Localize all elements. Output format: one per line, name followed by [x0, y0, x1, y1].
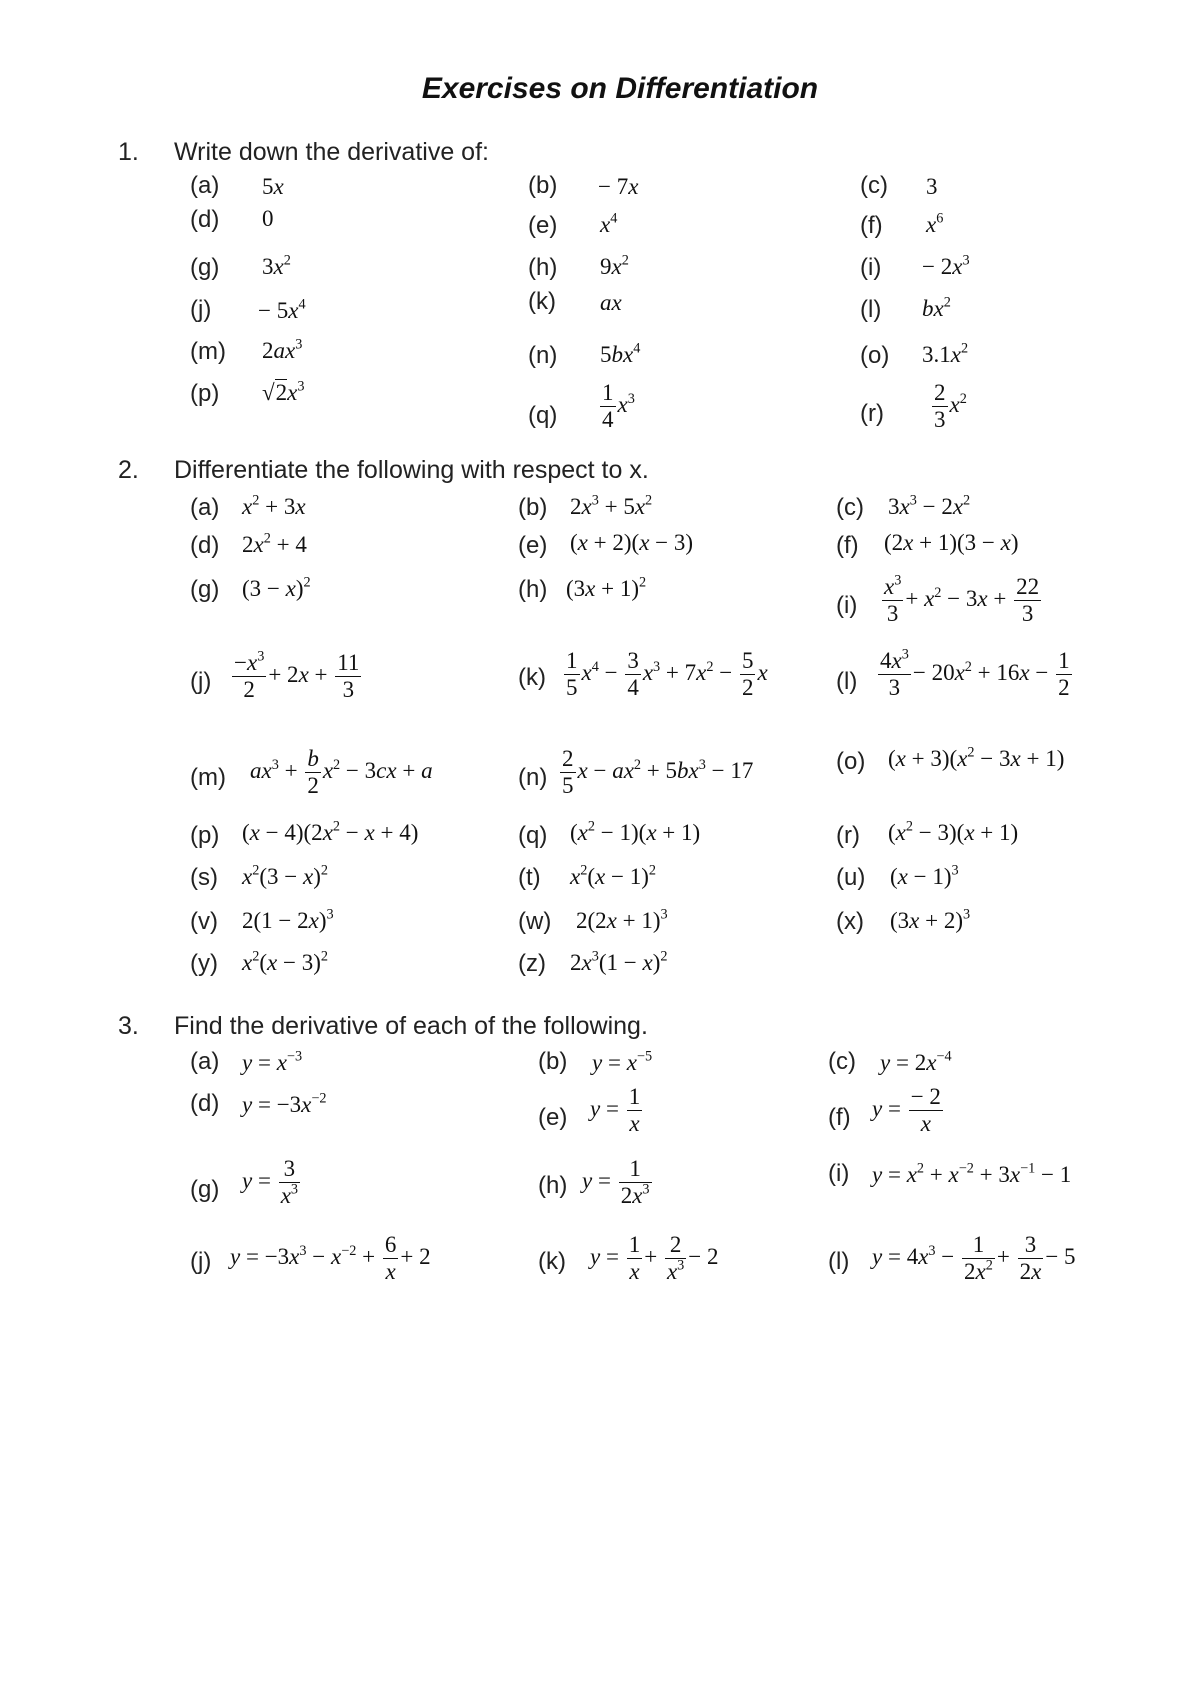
q3-expr-c: $y = 2x^{-4}$ [880, 1048, 952, 1075]
q1-expr-k: ax [600, 290, 622, 315]
q2-label-v: (v) [190, 908, 218, 935]
question-3-prompt: Find the derivative of each of the following. [174, 1012, 648, 1040]
q1-expr-j: − $5x^4$ [258, 296, 306, 323]
q1-expr-b: − 7x [598, 174, 639, 199]
q2-label-k: (k) [518, 664, 546, 691]
q2-expr-h: $(3x + 1)^2$ [566, 574, 647, 601]
q1-expr-e: $x^4$ [600, 210, 618, 237]
q2-expr-j: $\frac{-x^3}{2}$ + 2x + $\frac{11}{3}$ [234, 648, 360, 703]
q1-expr-n: $5bx^4$ [600, 340, 641, 367]
q2-expr-l: $\frac{4x^3}{3}$ − $20x^2 + 16x$ − $\frac{1}{2}$ [880, 646, 1070, 701]
q2-label-j: (j) [190, 668, 212, 695]
q1-expr-c: 3 [926, 174, 938, 199]
q2-label-m: (m) [190, 764, 226, 791]
q2-label-i: (i) [836, 592, 858, 619]
q3-label-e: (e) [538, 1104, 568, 1131]
q2-label-n: (n) [518, 764, 548, 791]
question-1-prompt: Write down the derivative of: [174, 138, 489, 166]
q2-label-g: (g) [190, 576, 220, 603]
q1-expr-d: 0 [262, 206, 274, 231]
q1-label-j: (j) [190, 296, 212, 323]
q3-label-b: (b) [538, 1048, 568, 1075]
q3-label-j: (j) [190, 1248, 212, 1275]
q2-label-p: (p) [190, 822, 220, 849]
q2-expr-m: $ax^3$ + $\frac{b}{2}$ $x^2 - 3cx + a$ [250, 746, 433, 799]
q3-expr-j: $y = -3x^3 - x^{-2}$ + $\frac{6}{x}$ + 2 [230, 1232, 431, 1285]
q2-expr-i: $\frac{x^3}{3}$ + $x^2 - 3x$ + $\frac{22}{3}$ [884, 572, 1040, 627]
q1-label-i: (i) [860, 254, 882, 281]
q1-expr-a: 5x [262, 174, 284, 199]
q1-label-f: (f) [860, 212, 883, 239]
q2-label-l: (l) [836, 668, 858, 695]
q1-label-o: (o) [860, 342, 890, 369]
q1-expr-o: $3.1x^2$ [922, 340, 969, 367]
q2-label-o: (o) [836, 748, 866, 775]
q2-expr-a: $x^2 + 3x$ [242, 492, 306, 519]
q3-label-h: (h) [538, 1172, 568, 1199]
q3-label-d: (d) [190, 1090, 220, 1117]
q1-expr-l: $bx^2$ [922, 294, 951, 321]
q2-expr-g: $(3 - x)^2$ [242, 574, 311, 601]
question-3-number: 3. [118, 1012, 139, 1040]
q2-label-q: (q) [518, 822, 548, 849]
q3-expr-e: y = $\frac{1}{x}$ [590, 1084, 641, 1137]
q2-expr-x: $(3x + 2)^3$ [890, 906, 971, 933]
question-1-number: 1. [118, 138, 139, 166]
q2-expr-b: $2x^3 + 5x^2$ [570, 492, 653, 519]
q3-label-i: (i) [828, 1160, 850, 1187]
q2-label-z: (z) [518, 950, 546, 977]
q3-label-a: (a) [190, 1048, 220, 1075]
q1-expr-i: − $2x^3$ [922, 252, 970, 279]
q2-label-h: (h) [518, 576, 548, 603]
q2-expr-u: $(x - 1)^3$ [890, 862, 959, 889]
q2-expr-n: $\frac{2}{5}$ $x - ax^2 + 5bx^3 - 17$ [562, 746, 754, 799]
q2-label-b: (b) [518, 494, 548, 521]
q3-label-f: (f) [828, 1104, 851, 1131]
q2-expr-q: $(x^2 - 1)(x + 1)$ [570, 818, 701, 845]
q2-expr-k: $\frac{1}{5}$ $x^4$ − $\frac{3}{4}$ $x^3 + 7x^2$ − $\frac{5}{2}$ x [566, 648, 768, 701]
q1-label-h: (h) [528, 254, 558, 281]
q2-expr-d: $2x^2 + 4$ [242, 530, 307, 557]
q1-expr-f: $x^6$ [926, 210, 944, 237]
q2-expr-w: $2(2x + 1)^3$ [576, 906, 668, 933]
q2-expr-o: $(x + 3)(x^2 - 3x + 1)$ [888, 744, 1065, 771]
q3-expr-b: $y = x^{-5}$ [592, 1048, 653, 1075]
q1-label-k: (k) [528, 288, 556, 315]
q1-label-q: (q) [528, 402, 558, 429]
q3-label-g: (g) [190, 1176, 220, 1203]
q1-label-r: (r) [860, 400, 884, 427]
q2-label-w: (w) [518, 908, 552, 935]
q3-expr-l: $y = 4x^3$ − $\frac{1}{2x^2}$ + $\frac{3}{2x}$ − 5 [872, 1232, 1076, 1285]
q1-expr-q: $\frac{1}{4}$ $x^3$ [602, 380, 635, 433]
q2-expr-e: (x + 2)(x − 3) [570, 530, 694, 555]
q2-expr-s: $x^2(3 - x)^2$ [242, 862, 328, 889]
q1-label-c: (c) [860, 172, 888, 199]
q3-expr-i: $y = x^2 + x^{-2} + 3x^{-1} - 1$ [872, 1160, 1072, 1187]
q3-expr-a: $y = x^{-3}$ [242, 1048, 303, 1075]
q2-label-s: (s) [190, 864, 218, 891]
q1-expr-r: $\frac{2}{3}$ $x^2$ [934, 380, 967, 433]
q2-label-x: (x) [836, 908, 864, 935]
q2-expr-f: (2x + 1)(3 − x) [884, 530, 1019, 555]
q1-label-b: (b) [528, 172, 558, 199]
q3-expr-g: y = $\frac{3}{x^3}$ [242, 1156, 299, 1209]
q3-label-k: (k) [538, 1248, 566, 1275]
q3-expr-f: y = $\frac{- 2}{x}$ [872, 1084, 941, 1137]
question-2-number: 2. [118, 456, 139, 484]
q3-label-l: (l) [828, 1248, 850, 1275]
page-title: Exercises on Differentiation [421, 72, 819, 105]
q1-expr-p: $√2x^3$ [262, 378, 305, 405]
q1-expr-g: $3x^2$ [262, 252, 291, 279]
q2-label-u: (u) [836, 864, 866, 891]
q2-label-r: (r) [836, 822, 860, 849]
q2-label-t: (t) [518, 864, 541, 891]
q2-label-d: (d) [190, 532, 220, 559]
q2-expr-p: $(x - 4)(2x^2 - x + 4)$ [242, 818, 419, 845]
q2-expr-t: $x^2(x - 1)^2$ [570, 862, 656, 889]
q1-label-e: (e) [528, 212, 558, 239]
q1-label-p: (p) [190, 380, 220, 407]
q2-label-a: (a) [190, 494, 220, 521]
q1-label-a: (a) [190, 172, 220, 199]
question-2-prompt: Differentiate the following with respect to x. [174, 456, 649, 484]
q1-expr-h: $9x^2$ [600, 252, 629, 279]
q1-label-n: (n) [528, 342, 558, 369]
q2-label-y: (y) [190, 950, 218, 977]
q3-label-c: (c) [828, 1048, 856, 1075]
q2-label-c: (c) [836, 494, 864, 521]
q1-label-l: (l) [860, 296, 882, 323]
q1-label-m: (m) [190, 338, 226, 365]
q2-label-e: (e) [518, 532, 548, 559]
q2-expr-c: $3x^3 - 2x^2$ [888, 492, 971, 519]
q2-expr-r: $(x^2 - 3)(x + 1)$ [888, 818, 1019, 845]
q3-expr-k: y = $\frac{1}{x}$ + $\frac{2}{x^3}$ − 2 [590, 1232, 719, 1285]
q3-expr-h: y = $\frac{1}{2x^3}$ [582, 1156, 650, 1209]
q3-expr-d: $y = -3x^{-2}$ [242, 1090, 327, 1117]
q1-label-d: (d) [190, 206, 220, 233]
q2-label-f: (f) [836, 532, 859, 559]
q2-expr-y: $x^2(x - 3)^2$ [242, 948, 328, 975]
q1-label-g: (g) [190, 254, 220, 281]
q2-expr-v: $2(1 - 2x)^3$ [242, 906, 334, 933]
q1-expr-m: $2ax^3$ [262, 336, 303, 363]
q2-expr-z: $2x^3(1 - x)^2$ [570, 948, 668, 975]
